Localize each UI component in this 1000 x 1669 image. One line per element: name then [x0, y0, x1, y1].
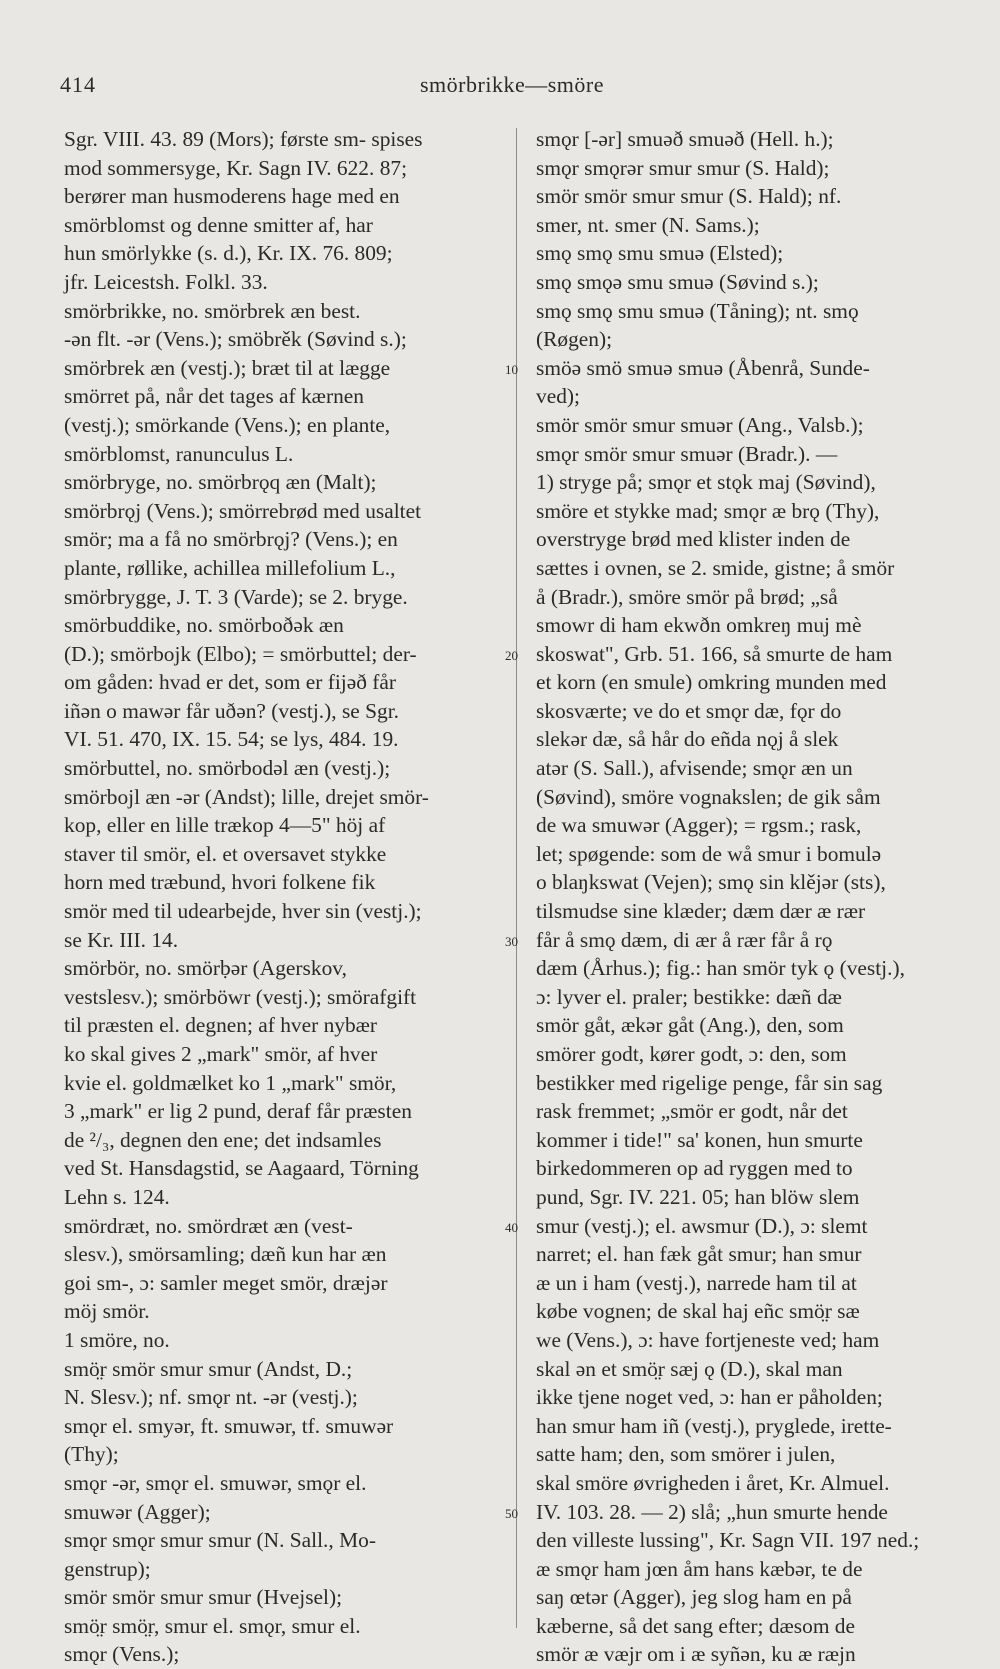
text-line: saŋ œtər (Agger), jeg slog ham en på — [536, 1585, 852, 1610]
text-line: smer, nt. smer (N. Sams.); — [536, 212, 760, 237]
page-number: 414 — [60, 72, 96, 97]
text-line: plante, røllike, achillea millefolium L., — [64, 555, 396, 580]
text-line: æ smǫr ham jœn åm hans kæbər, te de — [536, 1556, 863, 1581]
text-line: jfr. Leicestsh. Folkl. 33. — [64, 269, 268, 294]
text-line: smowr di ham ekwðn omkreŋ muj mè — [536, 613, 862, 638]
text-line: atər (S. Sall.), afvisende; smǫr æn un — [536, 756, 853, 781]
left-column — [64, 125, 509, 1669]
text-line: satte ham; den, som smörer i julen, — [536, 1442, 836, 1467]
text-line: 1 smöre, no. — [64, 1327, 170, 1352]
text-line: den villeste lussing", Kr. Sagn VII. 197 ned.; — [536, 1528, 920, 1553]
text-line: får å smǫ dæm, di ær å rær får å rǫ — [536, 927, 833, 952]
text-line: IV. 103. 28. — 2) slå; „hun smurte hende — [536, 1499, 888, 1524]
text-line: möj smör. — [64, 1299, 150, 1324]
text-line: smörbuddike, no. smörboðək æn — [64, 613, 344, 638]
text-line: smörbojl æn -ər (Andst); lille, drejet smör- — [64, 784, 429, 809]
text-line: staver til smör, el. et oversavet stykke — [64, 841, 387, 866]
text-line: smörer godt, kører godt, ɔ: den, som — [536, 1042, 847, 1066]
text-line: pund, Sgr. IV. 221. 05; han blöw slem — [536, 1184, 860, 1209]
text-line: ko skal gives 2 „mark" smör, af hver — [64, 1042, 378, 1066]
text-line: han smur ham iñ (vestj.), pryglede, irette- — [536, 1413, 892, 1438]
text-line: smǫr smǫrər smur smur (S. Hald); — [536, 155, 830, 180]
text-line: kæberne, så det sang efter; dæsom de — [536, 1613, 855, 1638]
text-line: 3 „mark" er lig 2 pund, deraf får præsten — [64, 1099, 412, 1124]
text-line: slekər dæ, så hår do eñda nǫj å slek — [536, 727, 839, 752]
text-line: slesv.), smörsamling; dæñ kun har æn — [64, 1242, 387, 1267]
text-line: smörblomst, ranunculus L. — [64, 441, 294, 466]
text-line: smöə smö smuə smuə (Åbenrå, Sunde- — [536, 355, 870, 380]
text-line: bestikker med rigelige penge, får sin sag — [536, 1070, 883, 1095]
text-line: kvie el. goldmælket ko 1 „mark" smör, — [64, 1070, 397, 1095]
text-line: mod sommersyge, Kr. Sagn IV. 622. 87; — [64, 155, 408, 180]
text-line: skosværte; ve do et smǫr dæ, fǫr do — [536, 698, 842, 723]
text-line: smörblomst og denne smitter af, har — [64, 212, 373, 237]
text-line: smǫ smǫ smu smuə (Tåning); nt. smǫ — [536, 298, 859, 323]
text-line: dæm (Århus.); fig.: han smör tyk ǫ (vestj.), — [536, 956, 905, 981]
text-line: smörbuttel, no. smörbodəl æn (vestj.); — [64, 756, 391, 781]
text-line: rask fremmet; „smör er godt, når det — [536, 1099, 848, 1124]
text-line: smörbryge, no. smörbrǫq æn (Malt); — [64, 470, 377, 495]
text-line: horn med træbund, hvori folkene fik — [64, 870, 376, 895]
text-line: smǫr (Vens.); — [64, 1642, 180, 1667]
text-line: berører man husmoderens hage med en — [64, 184, 400, 209]
text-line: de ²/₃, degnen den ene; det indsamles — [64, 1127, 382, 1152]
text-line: skoswat", Grb. 51. 166, så smurte de ham — [536, 641, 893, 666]
text-line: Sgr. VIII. 43. 89 (Mors); første sm- spises — [64, 127, 423, 151]
text-line: smö̤r smö̤r, smur el. smǫr, smur el. — [64, 1613, 361, 1638]
text-line: smörbrygge, J. T. 3 (Varde); se 2. bryge. — [64, 584, 408, 609]
text-line: (vestj.); smörkande (Vens.); en plante, — [64, 412, 391, 437]
text-line: smǫr [-ər] smuəð smuəð (Hell. h.); — [536, 127, 834, 151]
text-line: smörbrikke, no. smörbrek æn best. — [64, 298, 361, 323]
text-line: ikke tjene noget ved, ɔ: han er påholden; — [536, 1385, 883, 1410]
text-line: smǫ smǫə smu smuə (Søvind s.); — [536, 269, 819, 294]
text-line: smör gåt, ækər gåt (Ang.), den, som — [536, 1013, 844, 1038]
text-line: sættes i ovnen, se 2. smide, gistne; å smör — [536, 555, 895, 580]
text-line: smörbrǫj (Vens.); smörrebrød med usaltet — [64, 498, 422, 523]
text-line: smǫr -ər, smǫr el. smuwər, smǫr el. — [64, 1470, 367, 1495]
text-line: kommer i tide!" sa' konen, hun smurte — [536, 1127, 863, 1152]
text-line: smörret på, når det tages af kærnen — [64, 384, 364, 409]
text-line: å (Bradr.), smöre smör på brød; „så — [536, 584, 838, 609]
text-line: smör med til udearbejde, hver sin (vestj.); — [64, 899, 422, 924]
line-number: 40 — [505, 1219, 518, 1235]
text-line: ved St. Hansdagstid, se Aagaard, Törning — [64, 1156, 419, 1181]
text-line: smör smör smur smuər (Ang., Valsb.); — [536, 412, 864, 437]
line-number: 10 — [505, 361, 518, 377]
text-line: købe vognen; de skal haj eñc smö̤r sæ — [536, 1299, 860, 1324]
text-line: skal smöre øvrigheden i året, Kr. Almuel. — [536, 1470, 890, 1495]
running-head: smörbrikke—smöre — [420, 72, 604, 97]
text-line: smǫr el. smyər, ft. smuwər, tf. smuwər — [64, 1413, 394, 1438]
text-line: smör; ma a få no smörbrǫj? (Vens.); en — [64, 527, 398, 552]
text-line: de wa smuwər (Agger); = rgsm.; rask, — [536, 813, 862, 838]
right-column — [536, 125, 976, 1669]
text-line: o blaŋkswat (Vejen); smǫ sin klějər (sts), — [536, 870, 886, 895]
text-line: smördræt, no. smördræt æn (vest- — [64, 1213, 353, 1238]
text-line: -ən flt. -ər (Vens.); smöbrěk (Søvind s.); — [64, 327, 407, 352]
text-line: et korn (en smule) omkring munden med — [536, 670, 887, 695]
text-line: smörbrek æn (vestj.); bræt til at lægge — [64, 355, 391, 380]
text-line: smö̤r smör smur smur (Andst, D.; — [64, 1356, 353, 1381]
text-line: (Søvind), smöre vognakslen; de gik såm — [536, 784, 881, 809]
text-line: N. Slesv.); nf. smǫr nt. -ər (vestj.); — [64, 1385, 358, 1410]
text-line: smur (vestj.); el. awsmur (D.), ɔ: slemt — [536, 1213, 868, 1238]
text-line: iñən o mawər får uðən? (vestj.), se Sgr. — [64, 698, 400, 723]
line-number: 20 — [505, 647, 518, 663]
column-divider — [516, 128, 517, 1628]
text-line: overstryge brød med klister inden de — [536, 527, 851, 552]
text-line: smǫr smör smur smuər (Bradr.). — — [536, 441, 838, 466]
text-line: (Røgen); — [536, 327, 613, 352]
line-number: 30 — [505, 933, 518, 949]
text-line: kop, eller en lille trækop 4—5" höj af — [64, 813, 386, 838]
text-line: æ un i ham (vestj.), narrede ham til at — [536, 1270, 857, 1295]
text-line: til præsten el. degnen; af hver nybær — [64, 1013, 378, 1038]
text-line: we (Vens.), ɔ: have fortjeneste ved; ham — [536, 1327, 880, 1352]
text-line: Lehn s. 124. — [64, 1184, 170, 1209]
text-line: (D.); smörbojk (Elbo); = smörbuttel; der- — [64, 641, 417, 666]
text-line: hun smörlykke (s. d.), Kr. IX. 76. 809; — [64, 241, 393, 266]
text-line: tilsmudse sine klæder; dæm dær æ rær — [536, 899, 866, 924]
text-line: goi sm-, ɔ: samler meget smör, dræjər — [64, 1270, 388, 1295]
text-line: let; spøgende: som de wå smur i bomulə — [536, 841, 882, 866]
text-line: skal ən et smö̤r sæj ǫ (D.), skal man — [536, 1356, 843, 1381]
text-line: VI. 51. 470, IX. 15. 54; se lys, 484. 19. — [64, 727, 399, 752]
page-header — [0, 64, 1000, 108]
text-line: smǫr smǫr smur smur (N. Sall., Mo- — [64, 1528, 376, 1553]
text-line: smuwər (Agger); — [64, 1499, 211, 1524]
text-line: smör smör smur smur (S. Hald); nf. — [536, 184, 842, 209]
text-line: birkedommeren op ad ryggen med to — [536, 1156, 853, 1181]
text-line: om gåden: hvad er det, som er fijəð får — [64, 670, 397, 695]
text-line: 1) stryge på; smǫr et stǫk maj (Søvind), — [536, 470, 876, 495]
text-line: ɔ: lyver el. praler; bestikke: dæñ dæ — [536, 984, 842, 1009]
text-line: smör smör smur smur (Hvejsel); — [64, 1585, 343, 1610]
text-line: narret; el. han fæk gåt smur; han smur — [536, 1242, 862, 1267]
text-line: vestslesv.); smörböwr (vestj.); smörafgift — [64, 984, 417, 1009]
text-line: ved); — [536, 384, 580, 409]
text-line: genstrup); — [64, 1556, 151, 1581]
text-line: smöre et stykke mad; smǫr æ brǫ (Thy), — [536, 498, 880, 523]
text-line: (Thy); — [64, 1442, 119, 1467]
text-line: smǫ smǫ smu smuə (Elsted); — [536, 241, 784, 266]
text-line: smör æ væjr om i æ syñən, ku æ ræjn — [536, 1642, 856, 1667]
text-line: smörbör, no. smörḅər (Agerskov, — [64, 956, 347, 981]
line-number: 50 — [505, 1505, 518, 1521]
text-line: se Kr. III. 14. — [64, 927, 179, 952]
